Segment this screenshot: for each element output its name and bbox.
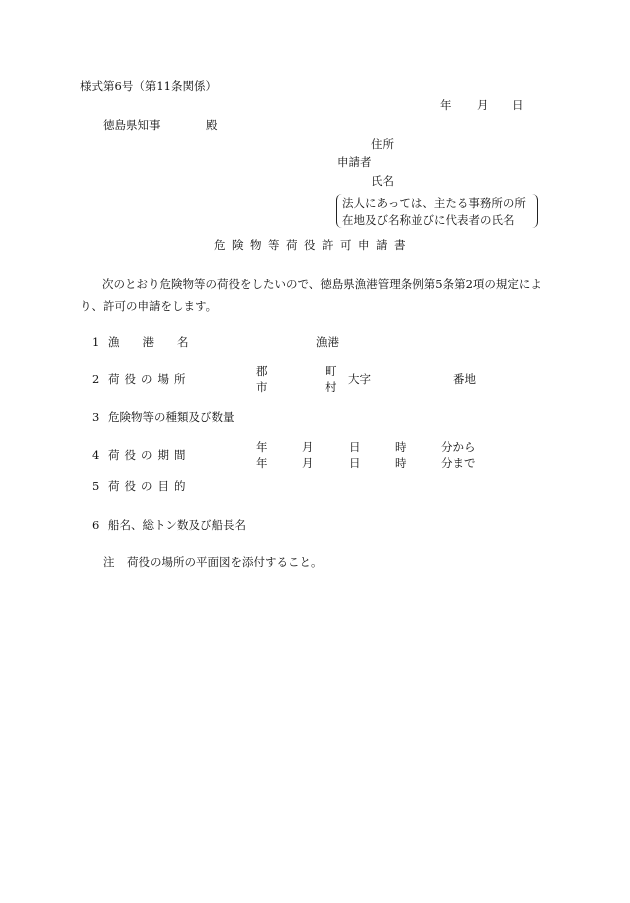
item4-from-month: 月 [302,440,314,454]
item4-to-day: 日 [349,456,361,470]
item4-to-year: 年 [256,456,268,470]
honorific: 殿 [206,118,218,132]
item2-number: 2 [92,372,100,386]
item4-from-hour: 時 [395,440,407,454]
item4-to-month: 月 [302,456,314,470]
addressee: 徳島県知事 [103,118,161,132]
item2-aza: 大字 [348,372,371,386]
item2-mura: 村 [325,380,337,394]
item2-gun: 郡 [256,364,268,378]
item4-to-hour: 時 [395,456,407,470]
body-text: 次のとおり危険物等の荷役をしたいので、徳島県漁港管理条例第5条第2項の規定により、許可の申請をします。 [80,277,542,313]
item4-to-minute: 分まで [441,456,476,470]
item3-label: 危険物等の種類及び数量 [108,410,235,424]
item6-number: 6 [92,518,100,532]
form-number: 様式第6号（第11条関係） [80,79,217,93]
item1-number: 1 [92,335,100,349]
item2-banchi: 番地 [453,372,476,386]
note-text: 荷役の場所の平面図を添付すること。 [127,555,323,569]
item2-label: 荷役の場所 [108,372,191,386]
date-month-label: 月 [477,98,489,112]
address-label: 住所 [371,137,394,151]
item4-from-day: 日 [349,440,361,454]
item5-number: 5 [92,479,100,493]
item3-number: 3 [92,410,100,424]
item2-shi: 市 [256,380,268,394]
applicant-label: 申請者 [337,155,372,169]
date-year-label: 年 [440,98,452,112]
note-label: 注 [103,555,115,569]
item6-label: 船名、総トン数及び船長名 [108,518,246,532]
item4-number: 4 [92,448,100,462]
corporate-note-line2: 在地及び名称並びに代表者の氏名 [342,213,515,227]
name-label: 氏名 [371,174,394,188]
item4-from-minute: 分から [441,440,476,454]
item5-label: 荷役の目的 [108,479,191,493]
body-paragraph [80,273,550,317]
document-title: 危険物等荷役許可申請書 [214,238,412,252]
item2-machi: 町 [325,364,337,378]
item4-label: 荷役の期間 [108,448,191,462]
item4-from-year: 年 [256,440,268,454]
item1-label: 漁 港 名 [108,335,189,349]
corporate-note-line1: 法人にあっては、主たる事務所の所 [342,196,526,210]
item1-value: 漁港 [316,335,339,349]
date-day-label: 日 [512,98,524,112]
